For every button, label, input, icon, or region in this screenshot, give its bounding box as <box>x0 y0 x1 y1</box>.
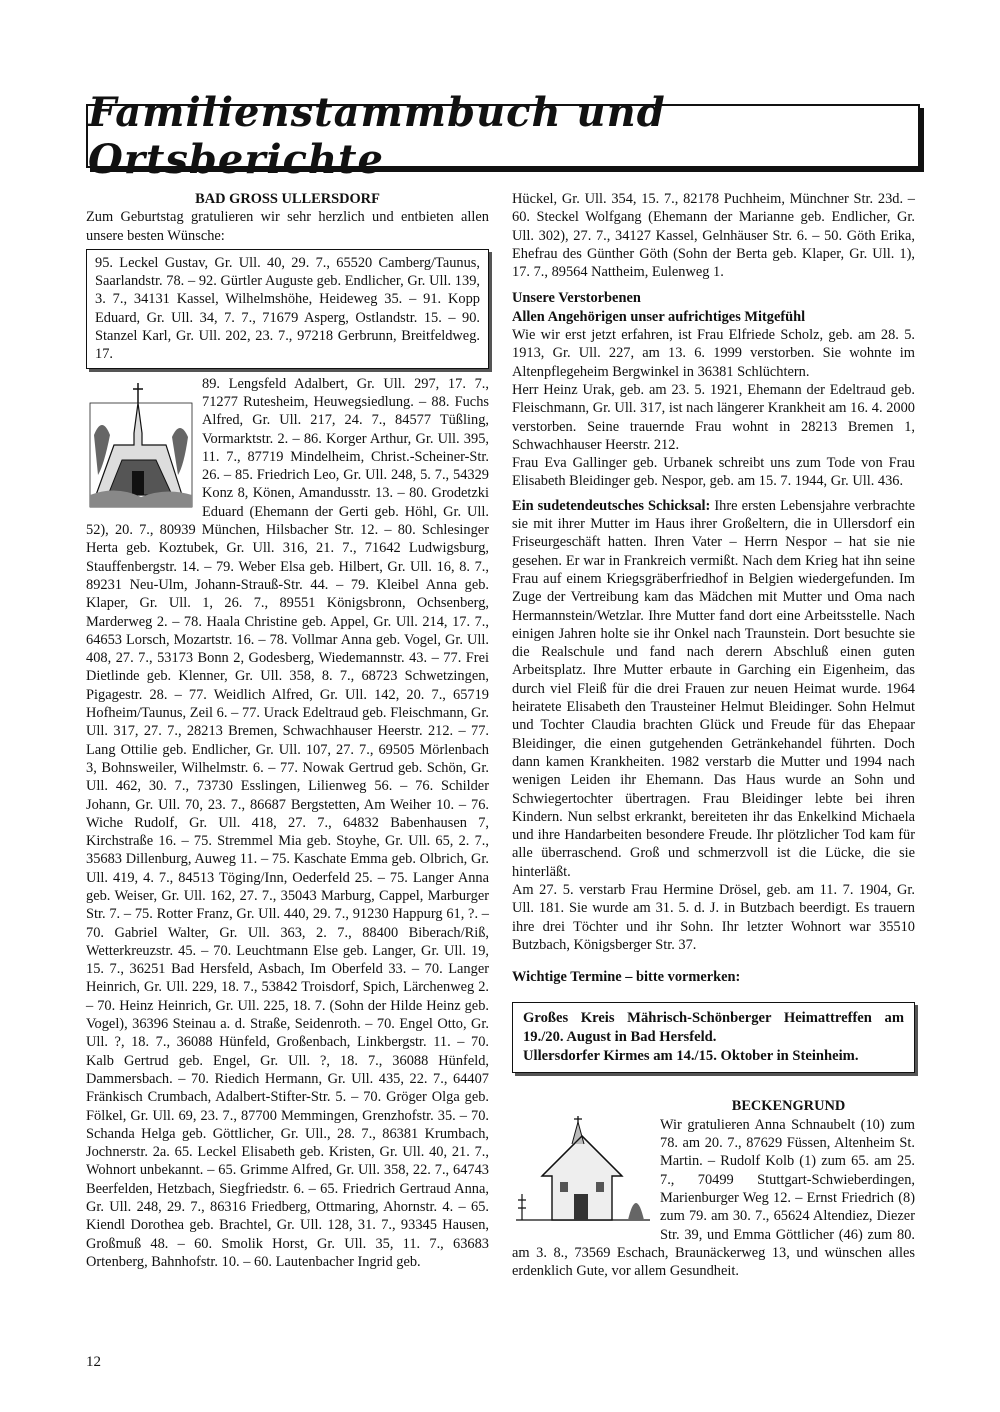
date-line-heimattreffen: Großes Kreis Mährisch-Schönberger Heimattreffen am 19./20. August in Bad Hersfeld. <box>523 1010 904 1046</box>
beckengrund-birthday-text: Wir gratulieren Anna Schnaubelt (10) zum 78. am 20. 7., 87629 Füssen, Altenheim St. Martin. – Rudolf Kolb (1) zum 65. am 25. 7., 70499 Stuttgart-Schwieberdingen, Marienburger Weg 12. – Ernst Friedrich (8) zum 79. am 30. 7., 65624 Altendiez, Diezer Str. 39, und Emma Göttlicher (46) zum 80. am 3. 8., 73569 Eschach, Braunäckerweg 13, und wünschen alles erdenklich Gute, vor allem Gesundheit. <box>512 1116 915 1280</box>
section-heading-bad-gross-ullersdorf: BAD GROSS ULLERSDORF <box>195 191 380 207</box>
birthday-list-text: 89. Lengsfeld Adalbert, Gr. Ull. 297, 17. 7., 71277 Rutesheim, Heuwegsiedlung. – 88. Fuchs Alfred, Gr. Ull. 217, 24. 7., 84577 Tüßling, Vormarktstr. 2. – 86. Korger Arthur, Gr. Ull. 395, 11. 7., 87719 Mindelheim, Christ.-Scheiner-Str. 26. – 85. Friedrich Leo, Gr. Ull. 248, 5. 7., 54329 Konz 8, Könen, Amandusstr. 13. – 80. Grodetzki Eduard (Ehemann der Gerti geb. Höhl, Gr. Ull. 52), 20. 7., 80939 München, Hilsbacher Str. 12. – 80. Schlesinger Herta geb. Koztubek, Gr. Ull. 316, 21. 7., 71642 Ludwigsburg, Stauffenbergstr. 14. – 79. Weber Elsa geb. Hilbert, Gr. Ull. 16, 8. 7., 89231 Neu-Ulm, Johann-Strauß-Str. 44. – 79. Kleibel Anna geb. Klaper, Gr. Ull. 1, 26. 7., 89551 Königsbronn, Ochsenberg, Marderweg 2. – 78. Haala Christine geb. Appel, Gr. Ull. 214, 17. 7., 64653 Lorsch, Mozartstr. 16. – 78. Vollmar Anna geb. Vogel, Gr. Ull. 408, 27. 7., 53173 Bonn 2, Godesberg, Wiedemannstr. 43. – 77. Frei Dietlinde geb. Klenner, Gr. Ull. 358, 8. 7., 68723 Schwetzingen, Pigagestr. 28. – 77. Weidlich Alfred, Gr. Ull. 142, 20. 7., 65719 Hofheim/Taunus, Zeil 6. – 77. Urack Edeltraud geb. Fleischmann, Gr. Ull. 317, 27. 7., 28213 Bremen, Schwachhauser Heerstr. 212. – 77. Lang Ottilie geb. Endlicher, Gr. Ull. 107, 27. 7., 69505 Mörlenbach 3, Bohnsweiler, Wilhelmstr. 6. – 77. Nowak Gertrud geb. Schön, Gr. Ull. 462, 30. 7., 73730 Esslingen, Lilienweg 56. – 76. Schilder Johann, Gr. Ull. 70, 23. 7., 86687 Bergstetten, Am Weiher 10. – 76. Wiche Rudolf, Gr. Ull. 418, 27. 7., 64832 Babenhausen 7, Kirchstraße 16. – 75. Stremmel Mia geb. Stoyhe, Gr. Ull. 65, 2. 7., 35683 Dillenburg, Auweg 11. – 75. Kaschate Emma geb. Olbrich, Gr. Ull. 419, 4. 7., 84513 Töging/Inn, Oederfeld 25. – 75. Langer Anna geb. Weiser, Gr. Ull. 162, 27. 7., 35043 Marburg, Cappel, Marburger Str. 7. – 75. Rotter Franz, Gr. Ull. 440, 29. 7., 91230 Happurg 61, ?. – 70. Gabriel Walter, Gr. Ull. 363, 2. 7., 88400 Biberach/Riß, Wetterkreuzstr. 45. – 70. Leuchtmann Else geb. Langer, Gr. Ull. 19, 15. 7., 36251 Bad Hersfeld, Asbach, Im Oberfeld 33. – 70. Langer Heinrich, Gr. Ull. 229, 18. 7., 53842 Troisdorf, Spich, Lärchenweg 2. – 70. Heinz Heinrich, Gr. Ull. 225, 18. 7. (Sohn der Hilde Heinz geb. Vogel), 36396 Steinau a. d. Straße, Seidenroth. – 70. Engel Otto, Gr. Ull. ?, 18. 7., 36088 Hünfeld, Großenbach, Linkbergstr. 11. – 70. Kalb Gertrud geb. Engel, Gr. Ull. ?, 18. 7., 36088 Hünfeld, Dammersbach. – 70. Riedich Hermann, Gr. Ull. 435, 22. 7., 64407 Fränkisch Crumbach, Adalbert-Stifter-Str. 5. – 70. Gröger Olga geb. Fölkel, Gr. Ull. 69, 23. 7., 87700 Memmingen, Grenzhofstr. 35. – 70. Schanda Helga geb. Göttlicher, Gr. Ull., 28. 7., 86381 Krumbach, Jochnerstr. 2a. 65. Leckel Elisabeth geb. Kristen, Gr. Ull. 40, 21. 7., Wohnort unbekannt. – 65. Grimme Alfred, Gr. Ull. 358, 22. 7., 64743 Beerfelden, Hetzbach, Siegfriedstr. 6. – 65. Friedrich Gertraud Anna, Gr. Ull. 248, 29. 7., 86316 Friedberg, Ottmaring, Ahornstr. 4. – 65. Kiendl Dorothea geb. Brachtel, Gr. Ull. 128, 31. 7., 93345 Hausen, Großmuß 48. – 60. Smolik Horst, Gr. Ull. 35, 11. 7., 63683 Ortenberg, Bahnhofstr. 10. – 60. Lautenbacher Ingrid geb. <box>86 375 489 1270</box>
right-column <box>512 190 915 1280</box>
date-line-kirmes: Ullersdorfer Kirmes am 14./15. Oktober in Steinheim. <box>523 1048 859 1065</box>
deceased-heading: Unsere Verstorbenen <box>512 290 641 307</box>
page-header-box <box>86 89 920 183</box>
obituary-scholz: Wie wir erst jetzt erfahren, ist Frau Elfriede Scholz, geb. am 28. 5. 1913, Gr. Ull. 227, am 13. 6. 1999 verstorben. Sie wohnte im Altenpflegeheim Bergwinkel in 36381 Schlüchtern. <box>512 327 915 380</box>
obituary-urak: Herr Heinz Urak, geb. am 23. 5. 1921, Ehemann der Edeltraud geb. Fleischmann, Gr. Ull. 317, ist nach längerer Krankheit am 16. 4. 2000 verstorben. Seine trauernde Frau wohnt in 28213 Bremen 1, Schwachhauser Heerstr. 212. <box>512 381 915 453</box>
deceased-subheading: Allen Angehörigen unser aufrichtiges Mitgefühl <box>512 308 806 325</box>
continued-birthday-text: Hückel, Gr. Ull. 354, 15. 7., 82178 Puchheim, Münchner Str. 23d. – 60. Steckel Wolfgang (Ehemann der Marianne geb. Endlicher, Gr. Ull. 302), 27. 7., 34127 Kassel, Gelnhäuser Str. 6. – 50. Göth Erika, Ehefrau des Günther Göth (Sohn der Berta geb. Klaper, Gr. Ull. 1), 17. 7., 89564 Nattheim, Eulenweg 1. <box>512 191 915 281</box>
page-title: Familienstammbuch und Ortsberichte <box>88 89 666 183</box>
intro-text: Zum Geburtstag gratulieren wir sehr herzlich und entbieten allen unsere besten Wünsche: <box>86 209 489 244</box>
page-number: 12 <box>86 1354 101 1370</box>
chapel-illustration <box>512 1116 654 1228</box>
fate-text: Ihre ersten Lebensjahre verbrachte sie mit ihrer Mutter im Haus ihrer Großeltern, die in Ullersdorf ein Friseurgeschäft hatten. Ihren Vater – Herrn Nespor – hat sie nie gesehen. Er war in Frankreich vermißt. Nach dem Krieg hat ihn seine Frau auf einem Kriegsgräberfriedhof in Belgien wiedergefunden. Im Zuge der Vertreibung kam das Mädchen mit Mutter und Oma nach Hermannstein/Wetzlar. Ihre Mutter fand dort eine Arbeitsstelle. Nach einigen Jahren holte sie ihr Onkel nach Traunstein. Dort besuchte sie die Realschule und fand nach derern Abschluß einen guten Arbeitsplatz. Ihre Mutter erbaute in Garching ein Eigenheim, das durch viel Fleiß für die drei Frauen zur neuen Heimat wurde. 1964 heiratete Elisabeth den Trausteiner Helmut Bleidinger. Sohn Helmut und Tochter Claudia brachten Glück und Freude für das Ehepaar Bleidinger, die einen gutgehenden Getränkehandel führten. Doch dann kamen Krankheiten. 1982 verstarb die Mutter und 1994 nach wenigen Leiden ihr Ehemann. Das Haus wurde an Sohn und Schwiegertochter übertragen. Frau Bleidinger lebte bei ihren Kindern. Nun selbst erkrankt, bereiteten ihr das Enkelkind Michaela und ihre Handarbeiten besondere Freude. Ihr plötzlicher Tod kam für alle überraschend. Groß und schmerzvoll ist die Lücke, die sie hinterläßt. <box>512 497 916 880</box>
birthday-highlight-box <box>86 249 489 369</box>
fate-paragraph <box>512 497 915 881</box>
obituary-bleidinger-intro: Frau Eva Gallinger geb. Urbanek schreibt uns zum Tode von Frau Elisabeth Bleidinger geb. Nespor, geb. am 15. 7. 1944, Gr. Ull. 436. <box>512 455 915 490</box>
birthday-highlight-text: 95. Leckel Gustav, Gr. Ull. 40, 29. 7., 65520 Camberg/Taunus, Saarlandstr. 78. – 92. Gürtler Auguste geb. Endlicher, Gr. Ull. 139, 3. 7., 34131 Kassel, Wilhelmshöhe, Heideweg 35. – 91. Kopp Eduard, Gr. Ull. 34, 7. 7., 71679 Asperg, Ostlandstr. 15. – 90. Stanzel Karl, Gr. Ull. 202, 23. 7., 97218 Gerbrunn, Breitfeldweg. 17. <box>95 254 480 363</box>
obituary-droesel: Am 27. 5. verstarb Frau Hermine Drösel, geb. am 11. 7. 1904, Gr. Ull. 181. Sie wurde am 31. 5. d. J. in Butzbach beerdigt. Es trauern ihre drei Töchter und ihr Sohn. Ihr letzter Wohnort war 35510 Butzbach, Königsberger Str. 37. <box>512 881 915 953</box>
section-heading-beckengrund: BECKENGRUND <box>731 1098 846 1115</box>
dates-box <box>512 1002 915 1073</box>
church-illustration <box>86 375 196 510</box>
left-column <box>86 190 489 1271</box>
fate-title: Ein sudetendeutsches Schicksal: <box>512 497 711 514</box>
dates-heading: Wichtige Termine – bitte vormerken: <box>512 969 741 986</box>
